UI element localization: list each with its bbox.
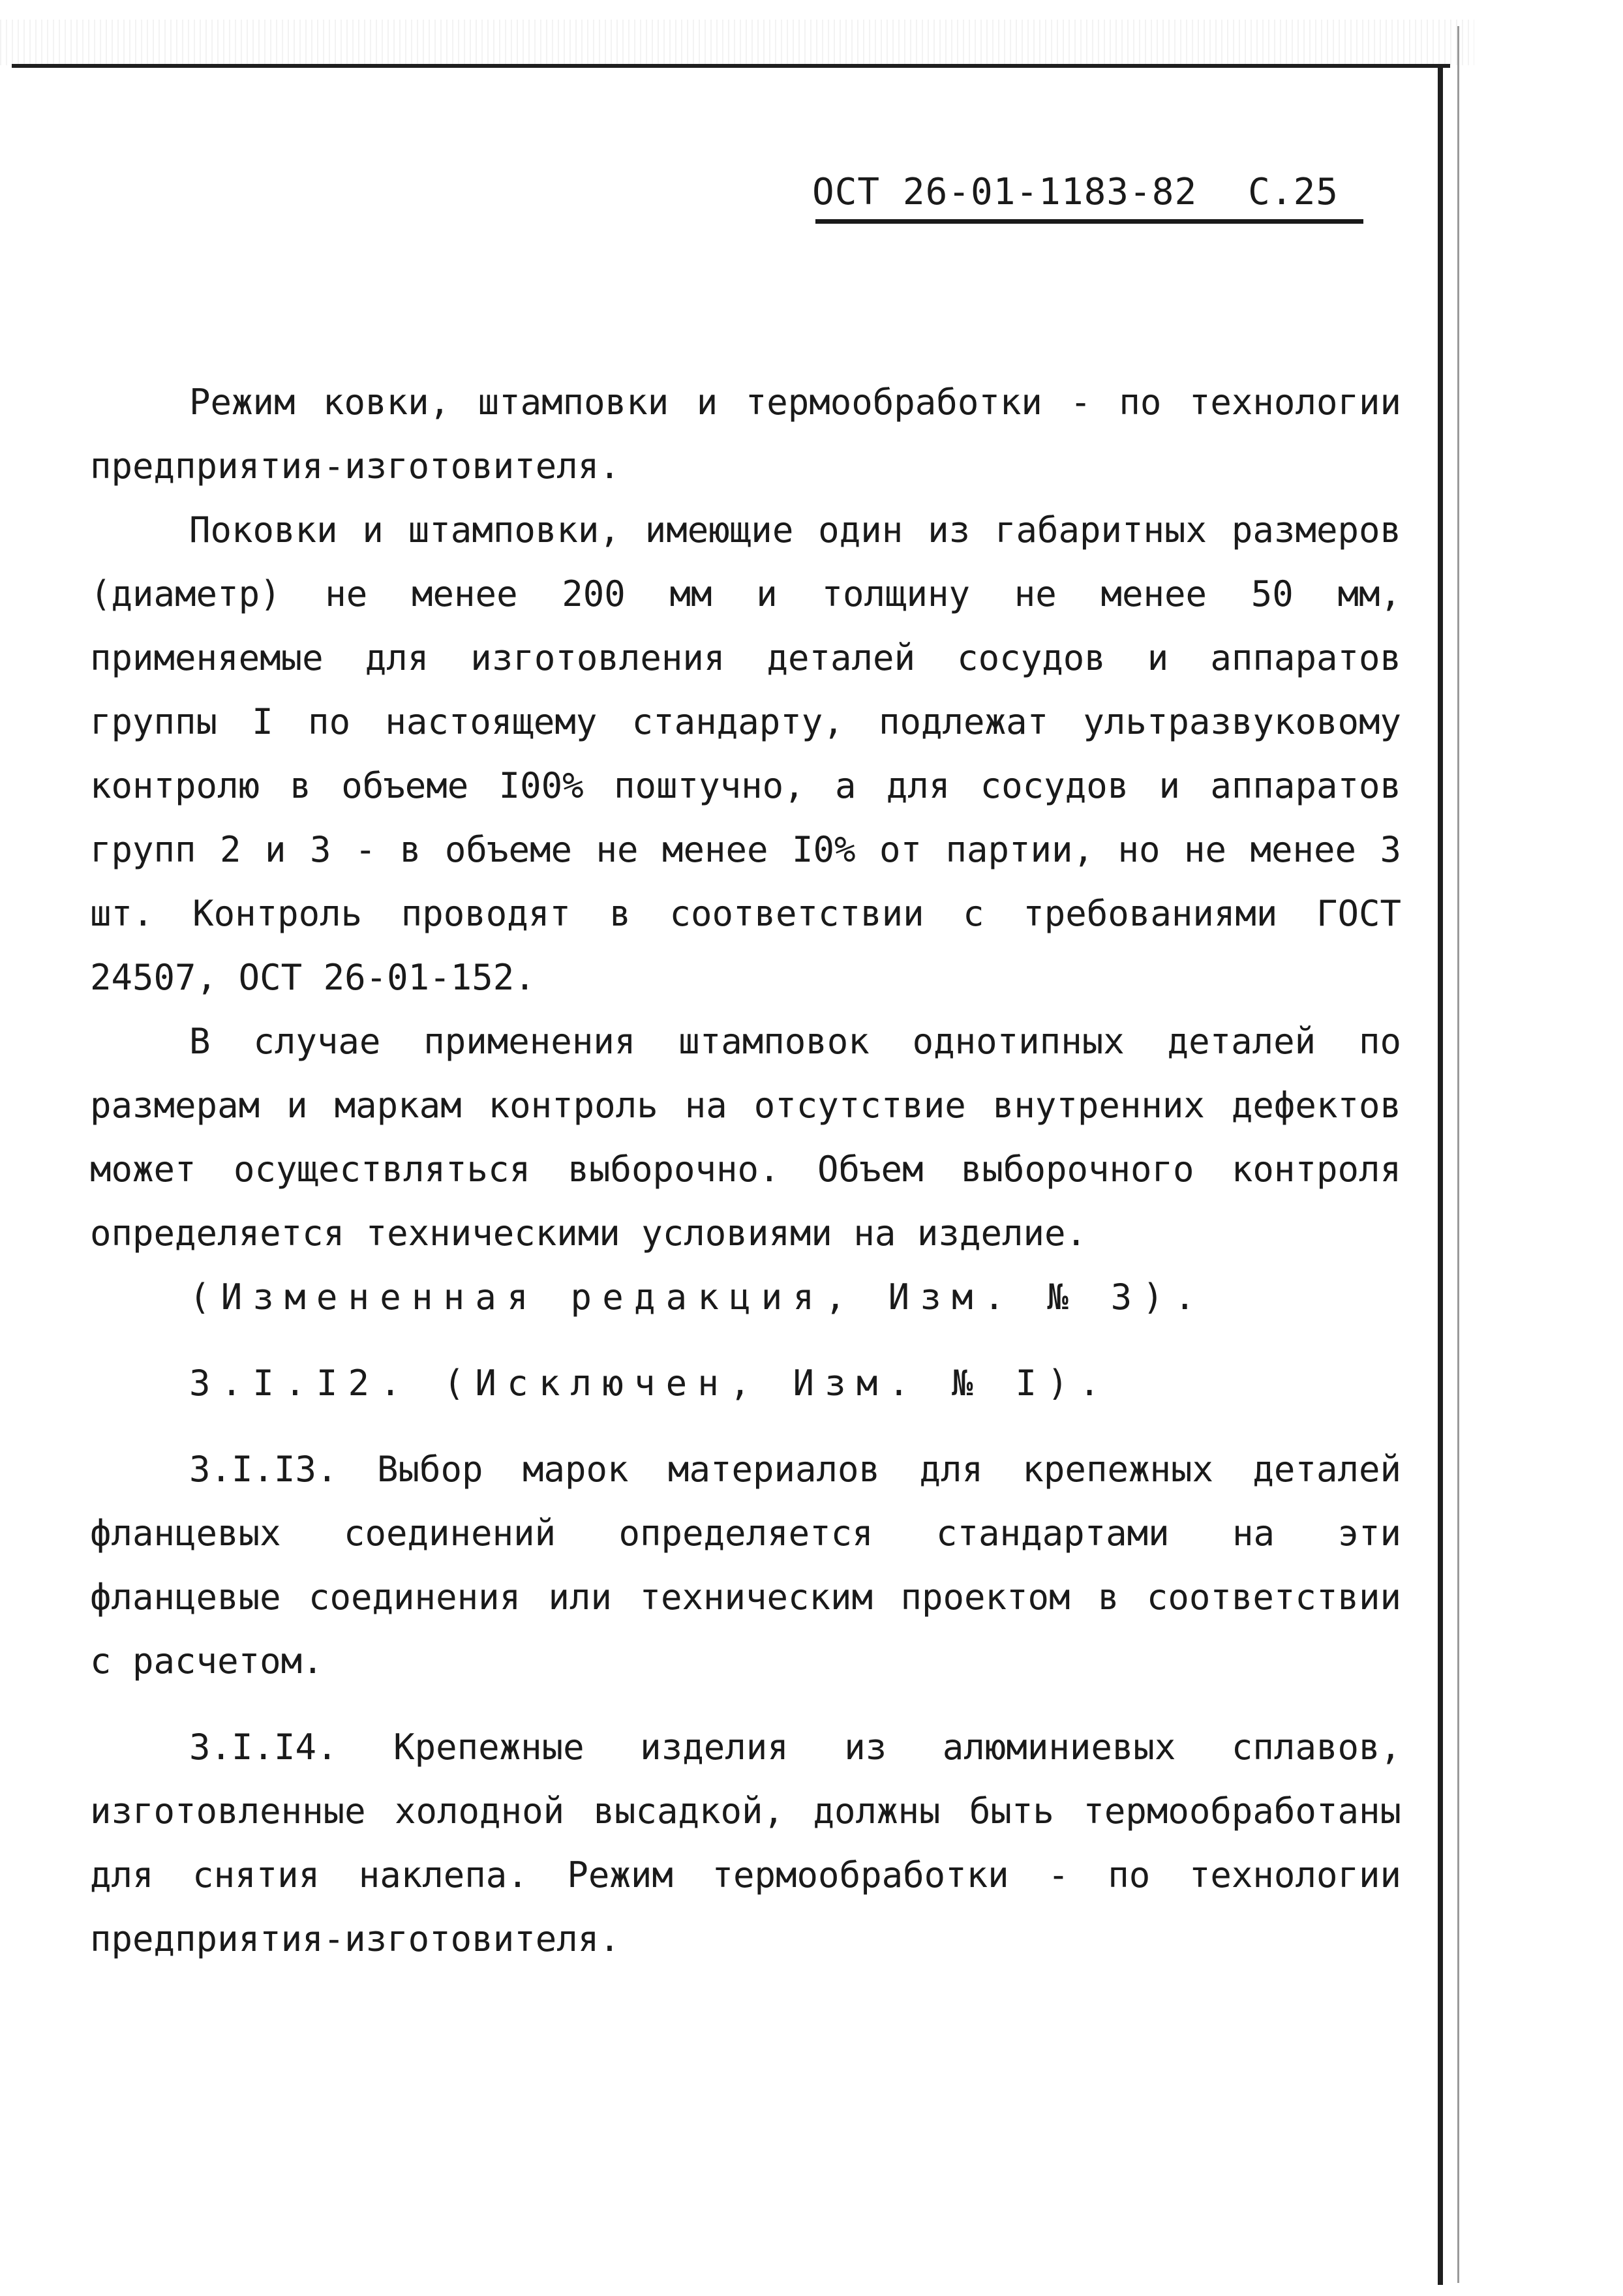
page-edge-line (1457, 26, 1459, 2283)
paragraph-forging-mode: Режим ковки, штамповки и термообработки - по технологии предприятия-изготовителя. (90, 382, 1401, 487)
paragraph-3-1-14: 3.I.I4. Крепежные изделия из алюминиевых сплавов, изготовленные холодной высадкой, должны быть термообработаны для снятия наклепа. Режим термообработки - по технологии предприятия-изготовителя. (90, 1727, 1401, 1959)
document-header (812, 171, 1339, 213)
standard-code: ОСТ 26-01-1183-82 (812, 171, 1198, 213)
paragraph-3-1-12: 3.I.I2. (Исключен, Изм. № I). (189, 1363, 1111, 1404)
scan-noise (0, 20, 1474, 65)
page-number: С.25 (1248, 171, 1339, 213)
header-underline (815, 219, 1363, 224)
paragraph-ultrasonic-control: Поковки и штамповки, имеющие один из габаритных размеров (диаметр) не менее 200 мм и толщину не менее 50 мм, применяемые для изготовления деталей сосудов и аппаратов группы I по настоящему стандарту, подлежат ультразвуковому контролю в объеме I00% поштучно, а для сосудов и аппаратов групп 2 и 3 - в объеме не менее I0% от партии, но не менее 3 шт. Контроль проводят в соответствии с требованиями ГОСТ 24507, ОСТ 26-01-152. (90, 509, 1401, 998)
page-frame-right-border (1438, 64, 1443, 2285)
paragraph-3-1-13: 3.I.I3. Выбор марок материалов для крепежных деталей фланцевых соединений определяется стандартами на эти фланцевые соединения или техническим проектом в соответствии с расчетом. (90, 1449, 1401, 1682)
document-body (90, 370, 1401, 1971)
page-frame-top-border (12, 64, 1450, 68)
paragraph-selective-control: В случае применения штамповок однотипных деталей по размерам и маркам контроль на отсутствие внутренних дефектов может осуществляться выборочно. Объем выборочного контроля определяется техническими условиями на изделие. (90, 1021, 1401, 1254)
paragraph-revision-note: (Измененная редакция, Изм. № 3). (189, 1276, 1206, 1318)
